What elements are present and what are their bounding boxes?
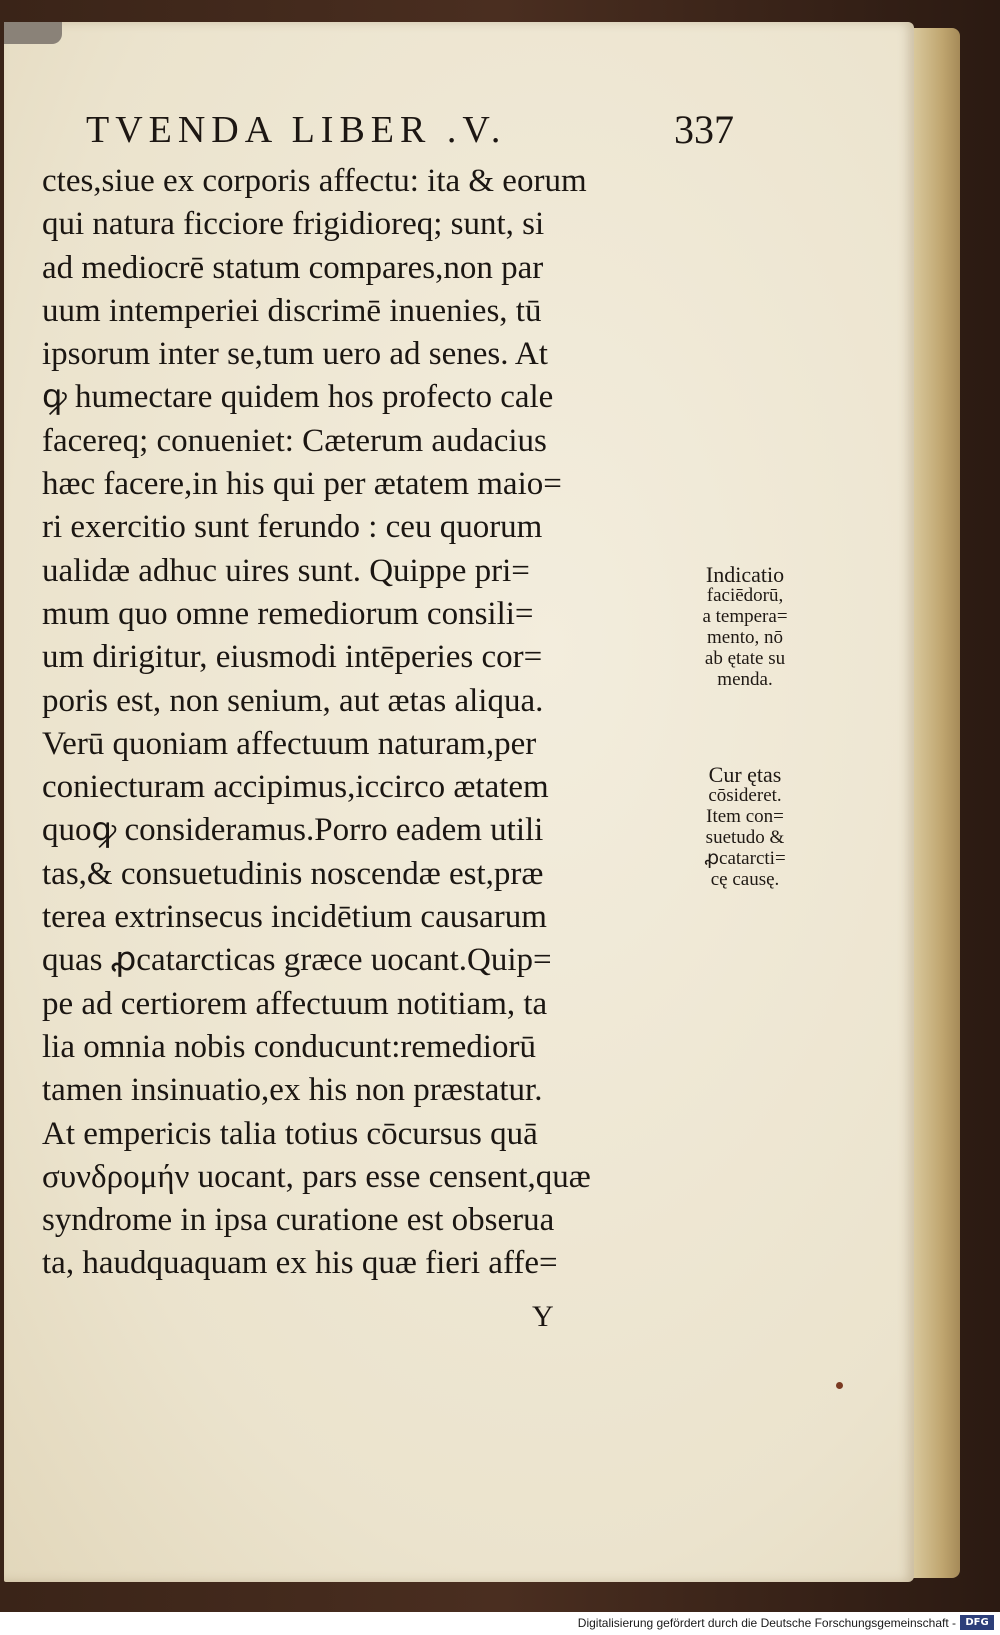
margin-note-line: mento, nō: [707, 627, 783, 648]
text-line: Verū quoniam affectuum naturam,per: [42, 725, 537, 762]
dfg-logo-icon: DFG: [960, 1615, 994, 1630]
text-line: ipsorum inter se,tum uero ad senes. At: [42, 336, 548, 373]
text-line: quas ꝓcatarcticas græce uocant.Quip=: [42, 942, 552, 979]
text-line: tamen insinuatio,ex his non præstatur.: [42, 1072, 543, 1109]
text-line: coniecturam accipimus,iccirco ætatem: [42, 769, 549, 806]
text-line: quoꝙ consideramus.Porro eadem utili: [42, 812, 544, 849]
text-line: facereq; conueniet: Cæterum audacius: [42, 422, 547, 459]
margin-note-line: Indicatio: [705, 562, 785, 587]
text-line: qui natura ficciore frigidioreq; sunt, si: [42, 206, 545, 243]
margin-note-line: menda.: [717, 669, 773, 690]
text-line: ad mediocrē statum compares,non par: [42, 249, 544, 286]
text-line: ctes,siue ex corporis affectu: ita & eorum: [42, 163, 587, 199]
text-line: tas,& consuetudinis noscendæ est,præ: [42, 855, 544, 892]
margin-note-line: cōsideret.: [708, 785, 782, 806]
margin-note-line: Item con=: [706, 806, 784, 827]
text-line: ri exercitio sunt ferundo : ceu quorum: [42, 509, 543, 546]
text-line: lia omnia nobis conducunt:remediorū: [42, 1028, 536, 1065]
margin-note-line: a tempera=: [702, 606, 788, 627]
text-line: terea extrinsecus incidētium causarum: [42, 899, 547, 936]
text-line: pe ad certiorem affectuum notitiam, ta: [42, 985, 548, 1022]
text-line: um dirigitur, eiusmodi intēperies cor=: [42, 639, 543, 676]
text-line: ualidæ adhuc uires sunt. Quippe pri=: [42, 552, 530, 589]
running-title: TVENDA LIBER .V.: [86, 109, 507, 151]
footer-credit: Digitalisierung gefördert durch die Deutsche Forschungsgemeinschaft -: [577, 1616, 956, 1630]
text-line: At empericis talia totius cōcursus quā: [42, 1115, 538, 1152]
text-line: ꝙ humectare quidem hos profecto cale: [42, 379, 554, 416]
margin-note-line: ab ętate su: [704, 648, 786, 669]
margin-note-line: suetudo &: [705, 827, 785, 848]
signature-mark: Y: [532, 1300, 554, 1333]
margin-note-line: Cur ętas: [708, 762, 782, 787]
margin-note-indicatio: [680, 564, 810, 690]
text-line: συνδρομήν uocant, pars esse censent,quæ: [42, 1158, 591, 1195]
digitization-footer: [0, 1612, 1000, 1635]
page-number: 337: [674, 107, 734, 152]
text-line: uum intemperiei discrimē inuenies, tū: [42, 292, 542, 329]
text-line: hæc facere,in his qui per ætatem maio=: [42, 466, 562, 503]
margin-note-line: faciēdorū,: [706, 585, 784, 606]
body-text: [42, 160, 692, 1286]
text-line: ta, haudquaquam ex his quæ fieri affe=: [42, 1245, 558, 1282]
page-header: [86, 108, 746, 156]
text-line: poris est, non senium, aut ætas aliqua.: [42, 682, 544, 719]
text-line: syndrome in ipsa curatione est obserua: [42, 1202, 555, 1239]
margin-note-cur-aetas: [680, 764, 810, 890]
margin-note-line: cę causę.: [710, 869, 780, 890]
ink-spot: [836, 1382, 843, 1389]
binding-clip: [4, 22, 62, 44]
text-line: mum quo omne remediorum consili=: [42, 595, 534, 632]
margin-note-line: ꝓcatarcti=: [704, 848, 786, 869]
